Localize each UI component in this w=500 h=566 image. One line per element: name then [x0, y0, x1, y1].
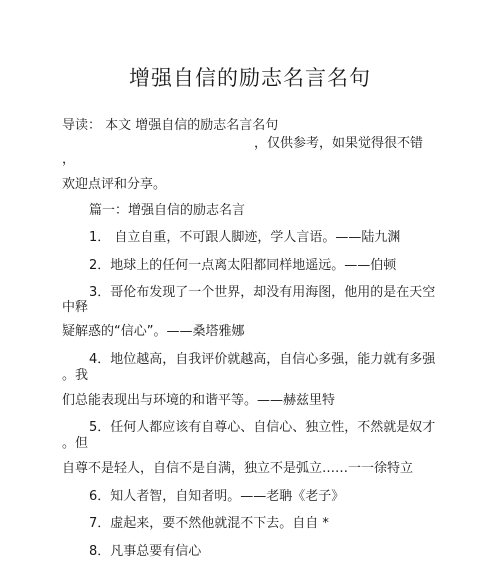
- quote-4-cont-2: 们总能表现出与环境的和谐平等。——赫兹里特: [62, 393, 336, 408]
- quote-3: 3．哥伦布发现了一个世界，却没有用海图，他用的是在天空: [89, 285, 436, 300]
- quote-4-cont-1: 。我: [62, 368, 89, 383]
- quote-3-cont-2: 疑解惑的“信心”。——桑塔雅娜: [62, 324, 245, 339]
- quote-6: 6．知人者智，自知者明。——老聃《老子》: [89, 489, 345, 504]
- quote-4: 4．地位越高，自我评价就越高，自信心多强，能力就有多强: [89, 352, 436, 367]
- quote-3-cont-1: 中释: [62, 300, 89, 315]
- intro-line-2: ，仅供参考，如果觉得很不错: [254, 136, 424, 151]
- section-heading: 篇一：增强自信的励志名言: [89, 203, 246, 218]
- quote-7: 7．虚起来，要不然他就混不下去。自自 *: [89, 516, 329, 531]
- quote-5-cont-2: 自尊不是轻人，自信不是自满，独立不是弧立……一一徐特立: [62, 461, 414, 476]
- document-title: 增强自信的励志名言名句: [129, 66, 371, 90]
- quote-2: 2．地球上的任何一点离太阳都同样地遥远。——伯顿: [89, 258, 397, 273]
- quote-5-cont-1: 。但: [62, 436, 89, 451]
- quote-8: 8．凡事总要有信心: [89, 544, 202, 559]
- quote-1: 1． 自立自重，不可跟人脚迹，学人言语。——陆九渊: [89, 230, 401, 245]
- quote-5: 5．任何人都应该有自尊心、自信心、独立性，不然就是奴才: [89, 420, 436, 435]
- intro-line-1: 导读： 本文 增强自信的励志名言名句: [62, 118, 279, 133]
- intro-line-4: 欢迎点评和分享。: [62, 177, 167, 192]
- intro-line-3: ，: [62, 152, 76, 167]
